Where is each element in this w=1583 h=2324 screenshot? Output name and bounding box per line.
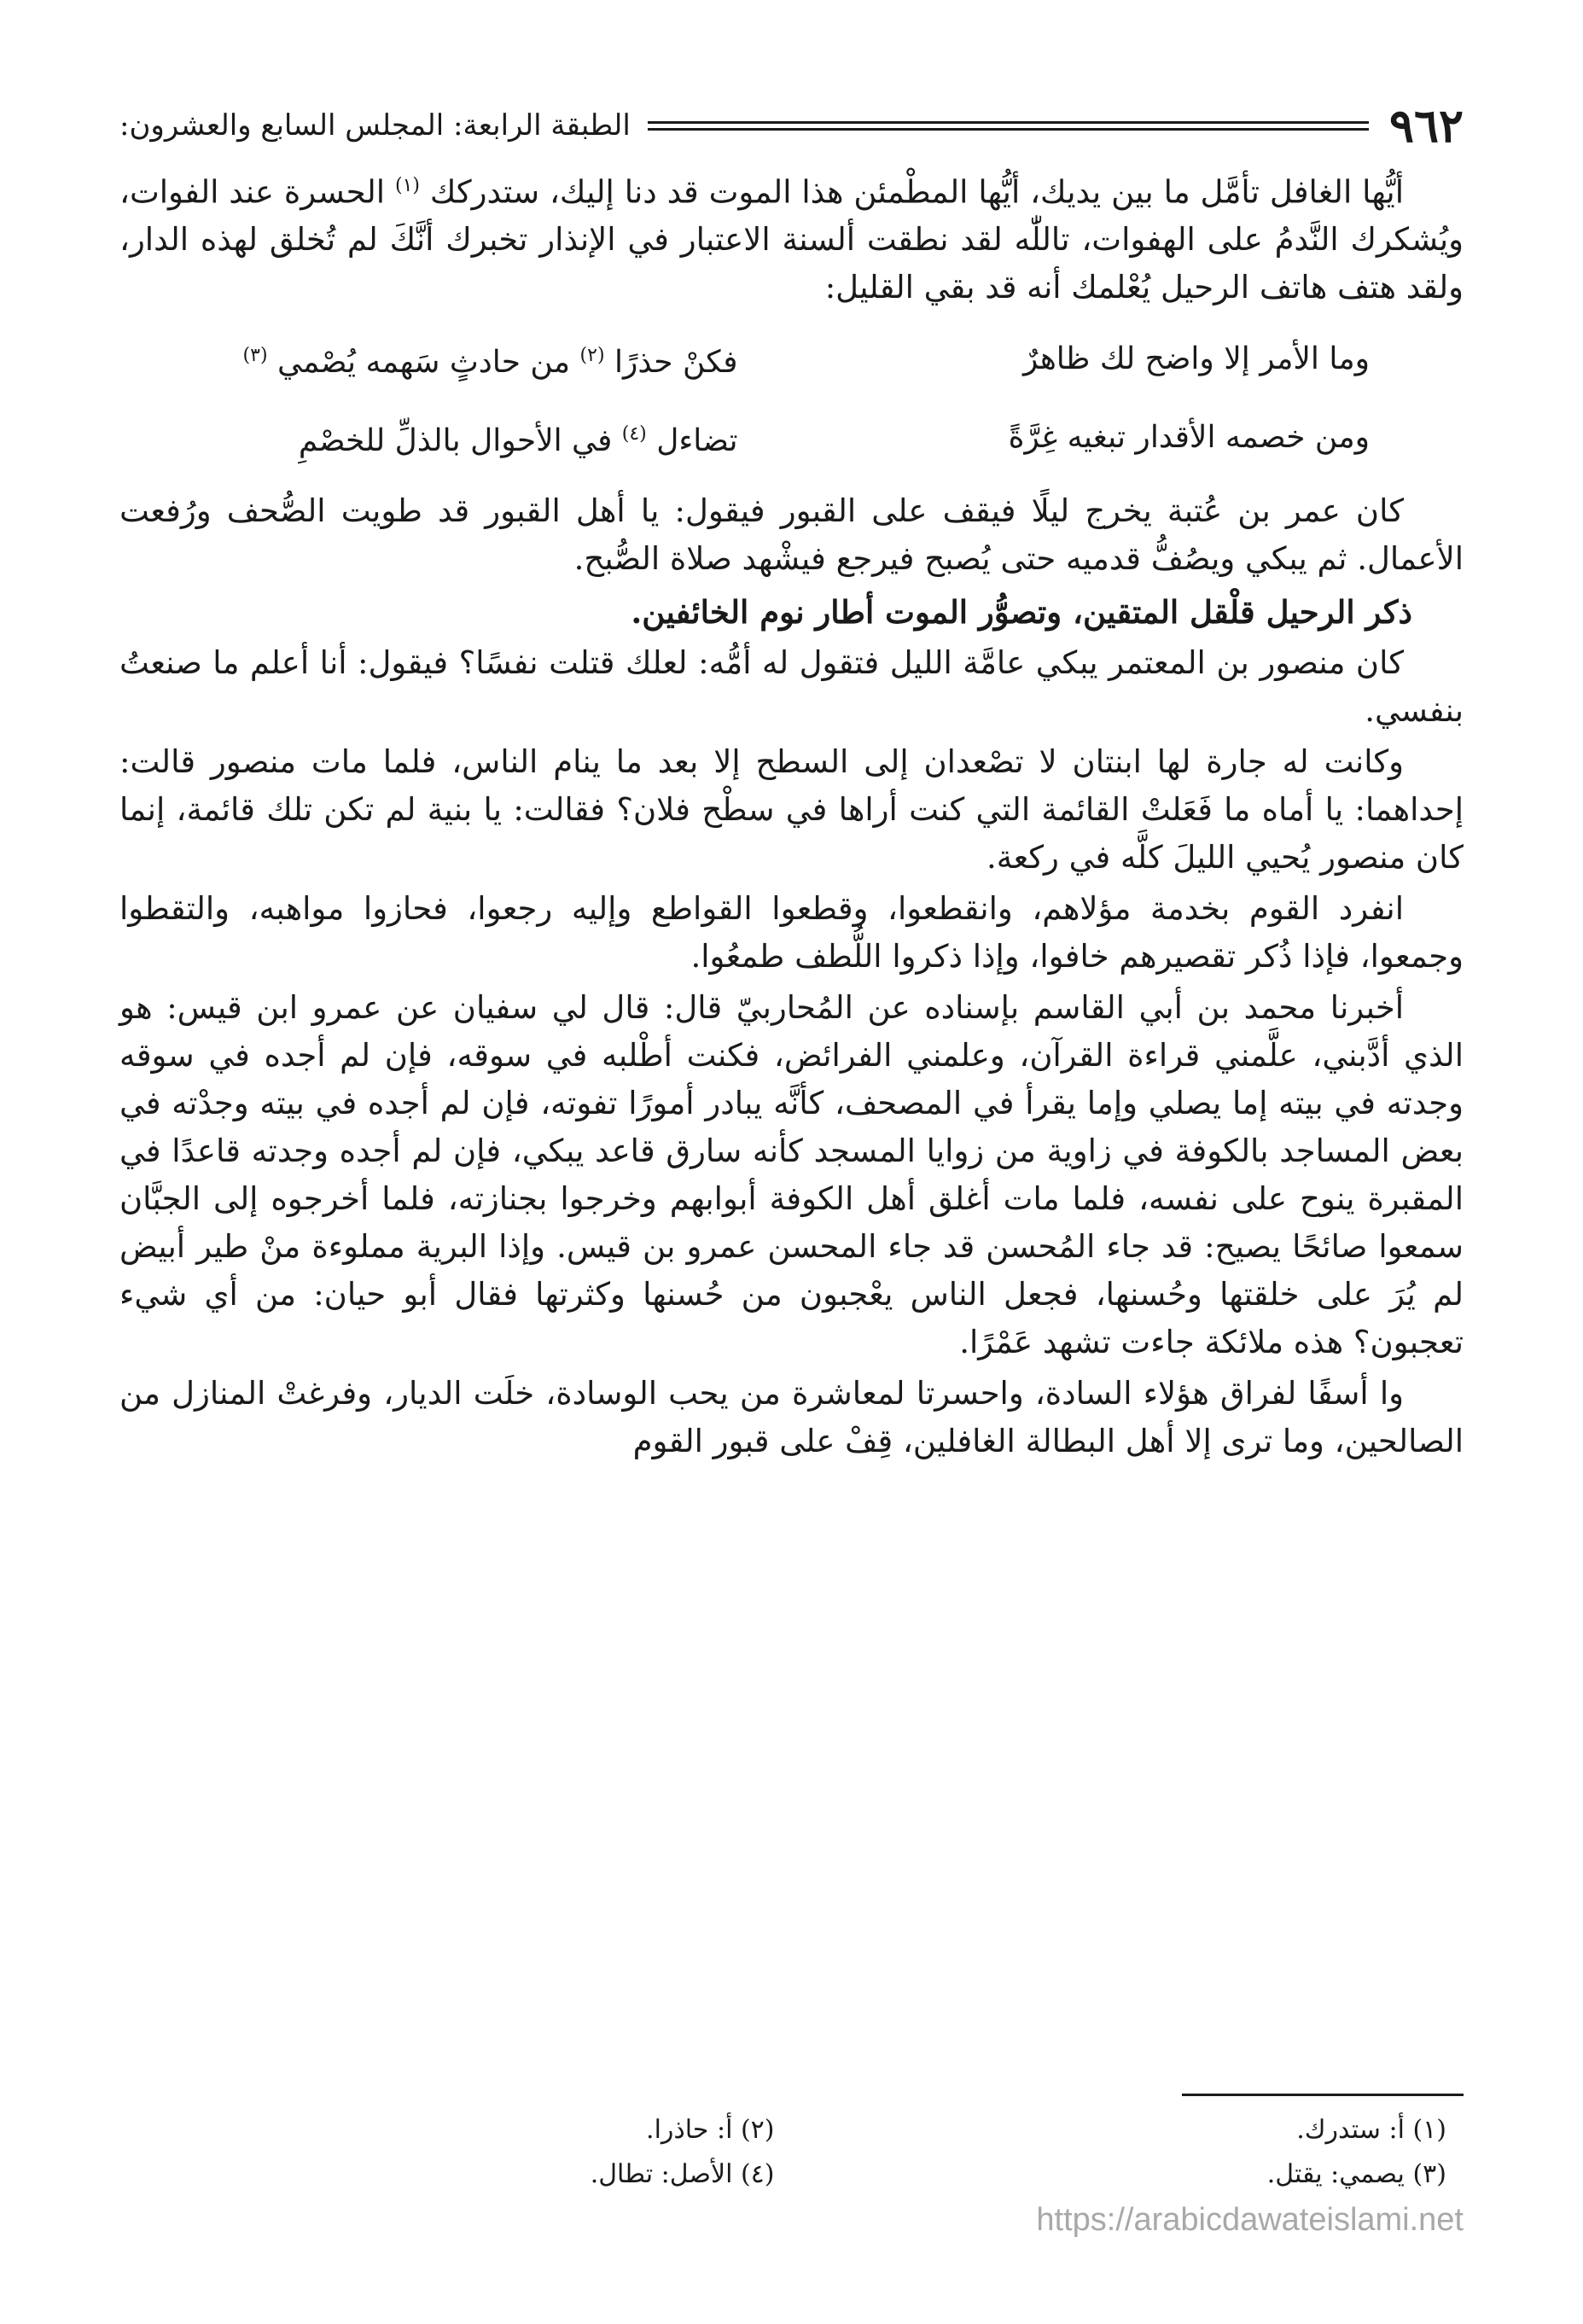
- paragraph: كان عمر بن عُتبة يخرج ليلًا فيقف على القبور فيقول: يا أهل القبور قد طويت الصُّحف ورُفعت الأعمال. ثم يبكي ويصُفُّ قدميه حتى يُصبح فيرجع فيشْهد صلاة الصُّبح.: [119, 492, 1464, 578]
- section-heading: ذكر الرحيل قلْقل المتقين، وتصوُّر الموت أطار نوم الخائفين.: [631, 593, 1412, 632]
- footnote-marker: (٤): [621, 423, 647, 446]
- paragraph: [119, 162, 1464, 312]
- verse-text: تضاءل: [656, 423, 738, 459]
- paragraph: أخبرنا محمد بن أبي القاسم بإسناده عن المُحاربيّ قال: قال لي سفيان عن عمرو ابن قيس: هو الذي أدَّبني، علَّمني قراءة القرآن، وعلمني الفرائض، فكنت أطْلبه في سوقه، فإن لم أجده في سوقه وجدته في بيته إما يصلي وإما يقرأ في المصحف، كأنَّه يبادر أمورًا تفوته، فإن لم أجده في بيته وجدْته في بعض المساجد بالكوفة في زاوية من زوايا المسجد كأنه سارق قاعد يبكي، فإن لم أجده وجدته قاعدًا في المقبرة ينوح على نفسه، فلما مات أغلق أهل الكوفة أبوابهم وخرجوا بجنازته، فلما أخرجوه إلى الجبَّان سمعوا صائحًا يصيح: قد جاء المُحسن قد جاء المحسن عمرو بن قيس. وإذا البرية مملوءة منْ طير أبيض لم يُرَ على خلقتها وحُسنها، فجعل الناس يعْجبون من حُسنها وكثرتها فقال أبو حيان: من أي شيء تعجبون؟ هذه ملائكة جاءت تشهد عَمْرًا.: [119, 989, 1464, 1361]
- paragraph: وا أسفًا لفراق هؤلاء السادة، واحسرتا لمعاشرة من يحب الوسادة، خلَت الديار، وفرغتْ المنازل من الصالحين، وما ترى إلا أهل البطالة الغافلين، قِفْ على قبور القوم: [119, 1375, 1464, 1460]
- page-number: ٩٦٢: [1388, 98, 1464, 153]
- paragraph-text: الحسرة عند الفوات، ويُشكرك النَّدمُ على الهفوات، تاللّٰه لقد نطقت ألسنة الاعتبار في الإنذار تخبرك أنَّكَ لم تُخلق لهذه الدار، ولقد هتف هاتف الرحيل يُعْلمك أنه قد بقي القليل:: [119, 173, 1464, 306]
- footnote-marker: (٣): [242, 345, 268, 367]
- watermark-url: https://arabicdawateislami.net: [1036, 2202, 1464, 2238]
- footnotes: [119, 2108, 1464, 2197]
- footnote-row: [119, 2152, 1464, 2197]
- footnote-row: [119, 2108, 1464, 2152]
- footnote: (٤) الأصل: تطال.: [590, 2159, 775, 2189]
- footnote: (٣) يصمي: يقتل.: [1266, 2159, 1446, 2189]
- verse-text: في الأحوال بالذلِّ للخصْمِ: [298, 423, 613, 459]
- running-header: [119, 96, 1464, 155]
- verse-first-half: ومن خصمه الأقدار تبغيه غِرَّةً: [1008, 420, 1370, 456]
- paragraph: انفرد القوم بخدمة مؤلاهم، وانقطعوا، وقطعوا القواطع وإليه رجعوا، فحازوا مواهبه، والتقطوا وجمعوا، فإذا ذُكر تقصيرهم خافوا، وإذا ذكروا اللُّطف طمعُوا.: [119, 890, 1464, 976]
- verse-second-half: [119, 332, 738, 387]
- main-text: [119, 162, 1464, 1469]
- verse-first-half: وما الأمر إلا واضح لك ظاهرٌ: [1022, 341, 1370, 377]
- verse-text: من حادثٍ سَهمه يُصْمي: [277, 345, 571, 381]
- paragraph: كان منصور بن المعتمر يبكي عامَّة الليل فتقول له أمُّه: لعلك قتلت نفسًا؟ فيقول: أنا أعلم ما صنعتُ بنفسي.: [119, 644, 1464, 730]
- footnote-marker: (٢): [579, 345, 605, 367]
- paragraph: وكانت له جارة لها ابنتان لا تصْعدان إلى السطح إلا بعد ما ينام الناس، فلما مات منصور قالت: إحداهما: يا أماه ما فَعَلتْ القائمة التي كنت أراها في سطْح فلان؟ فقالت: يا بنية لم تكن تلك قائمة، إنما كان منصور يُحيي الليلَ كلَّه في ركعة.: [119, 743, 1464, 877]
- footnote-marker: (١): [394, 175, 420, 196]
- verse-line: [119, 320, 1464, 399]
- verse-text: فكنْ حذرًا: [614, 345, 738, 381]
- footnote-separator: [1182, 2094, 1464, 2096]
- footnote: (٢) أ: حاذرا.: [646, 2115, 775, 2145]
- verse-line: [119, 399, 1464, 477]
- header-title: الطبقة الرابعة: المجلس السابع والعشرون:: [119, 108, 631, 143]
- poem: [119, 320, 1464, 477]
- verse-second-half: [119, 411, 738, 465]
- paragraph-text: أيُّها الغافل تأمَّل ما بين يديك، أيُّها المطْمئن هذا الموت قد دنا إليك، ستدركك: [429, 173, 1404, 211]
- header-rule: [648, 121, 1369, 131]
- footnote: (١) أ: ستدرك.: [1296, 2115, 1446, 2145]
